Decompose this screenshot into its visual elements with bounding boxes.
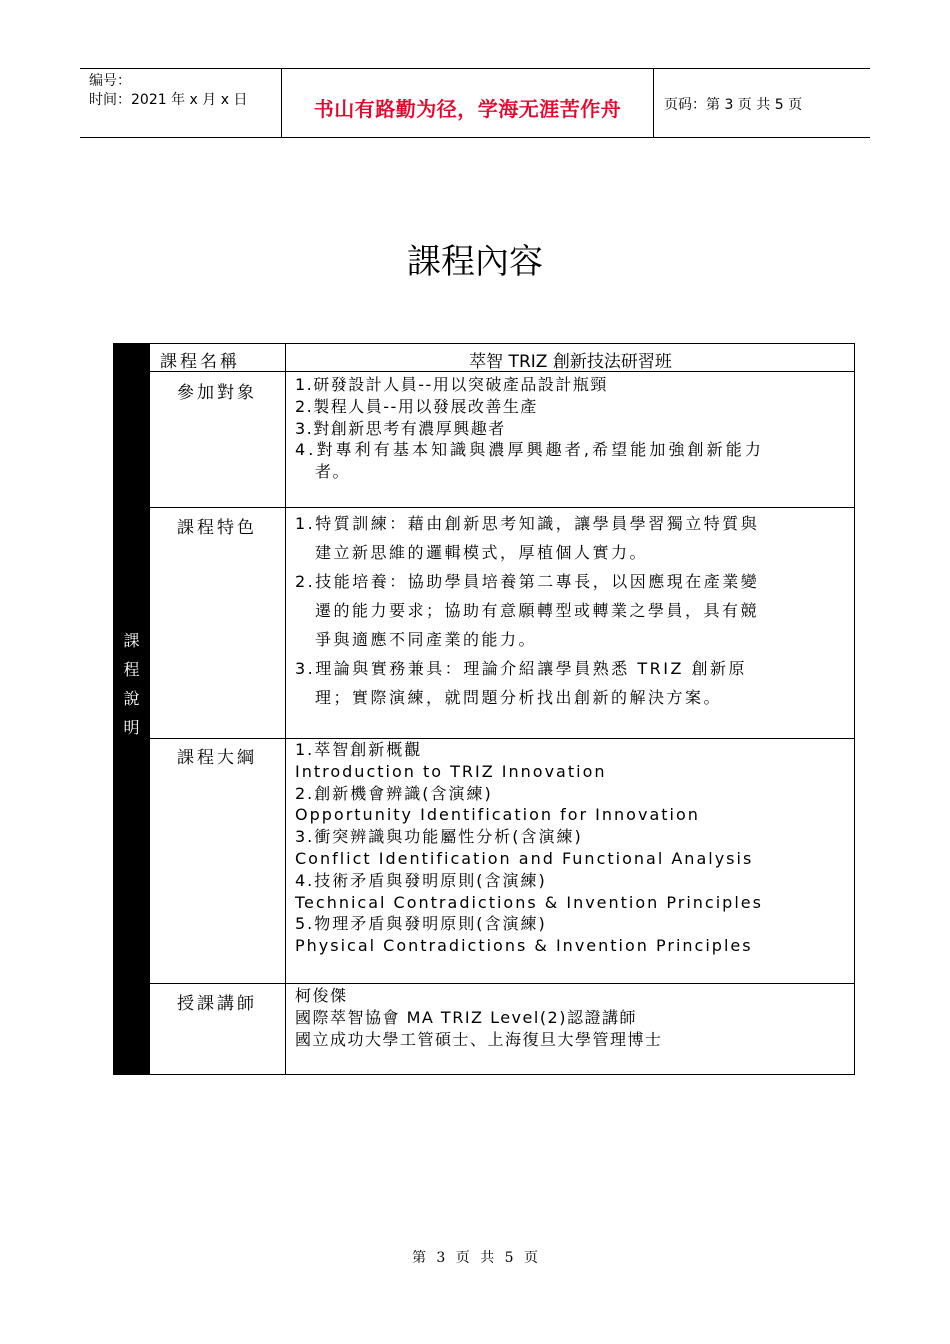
table-border xyxy=(150,343,855,344)
list-item: 4.對專利有基本知識與濃厚興趣者,希望能加強創新能力 xyxy=(295,440,764,460)
list-item: Conflict Identification and Functional Analysis xyxy=(295,848,754,868)
code-label: 编号： xyxy=(89,73,131,89)
table-border xyxy=(150,983,855,984)
page-header xyxy=(80,68,870,138)
list-item: 3.對創新思考有濃厚興趣者 xyxy=(295,418,506,438)
list-item: 國際萃智協會 MA TRIZ Level(2)認證講師 xyxy=(295,1007,637,1027)
course-name: 萃智 TRIZ 創新技法研習班 xyxy=(469,352,672,372)
list-item: 3.理論與實務兼具：理論介紹讓學員熟悉 TRIZ 創新原 xyxy=(295,659,748,678)
date-label: 时间：2021 年 x 月 x 日 xyxy=(89,92,248,108)
side-char: 課 xyxy=(123,631,140,650)
list-item: 遷的能力要求；協助有意願轉型或轉業之學員，具有競 xyxy=(315,601,760,620)
side-char: 程 xyxy=(123,660,140,679)
table-border xyxy=(150,507,855,508)
page-title: 課程內容 xyxy=(407,242,543,282)
list-item: 者。 xyxy=(315,462,351,482)
list-item: 柯俊傑 xyxy=(295,986,348,1005)
table-border xyxy=(854,343,855,1075)
list-item: Physical Contradictions & Invention Principles xyxy=(295,936,753,956)
side-label xyxy=(113,626,150,742)
features-list xyxy=(295,509,759,712)
participants-list xyxy=(295,374,764,483)
header-motto-cell xyxy=(282,69,654,137)
outline-list xyxy=(295,739,763,957)
side-char: 明 xyxy=(123,718,140,737)
list-item: 3.衝突辨識與功能屬性分析(含演練) xyxy=(295,827,583,847)
list-item: 國立成功大學工管碩士、上海復旦大學管理博士 xyxy=(295,1029,663,1049)
course-table xyxy=(113,343,855,1075)
list-item: 1.特質訓練：藉由創新思考知識，讓學員學習獨立特質與 xyxy=(295,514,760,533)
list-item: 2.技能培養：協助學員培養第二專長，以因應現在產業變 xyxy=(295,572,760,591)
features-label: 課程特色 xyxy=(177,518,257,538)
side-char: 說 xyxy=(123,689,140,708)
list-item: 理；實際演練，就問題分析找出創新的解決方案。 xyxy=(315,688,723,707)
list-item: Technical Contradictions & Invention Principles xyxy=(295,892,763,912)
page-footer: 第 3 页 共 5 页 xyxy=(411,1250,539,1266)
list-item: 爭與適應不同產業的能力。 xyxy=(315,630,538,649)
list-item: 2.創新機會辨識(含演練) xyxy=(295,783,493,803)
instructor-label: 授課講師 xyxy=(177,994,257,1014)
list-item: Introduction to TRIZ Innovation xyxy=(295,761,607,781)
motto: 书山有路勤为径，学海无涯苦作舟 xyxy=(313,97,622,121)
outline-label: 課程大綱 xyxy=(177,748,257,768)
header-page-cell xyxy=(654,69,870,137)
list-item: Opportunity Identification for Innovation xyxy=(295,805,700,825)
list-item: 建立新思維的邏輯模式，厚植個人實力。 xyxy=(315,543,649,562)
course-name-label: 課程名稱 xyxy=(160,352,240,372)
list-item: 2.製程人員--用以發展改善生產 xyxy=(295,396,538,416)
instructor-info xyxy=(295,985,663,1050)
list-item: 1.萃智創新概觀 xyxy=(295,740,423,759)
list-item: 4.技術矛盾與發明原則(含演練) xyxy=(295,870,547,890)
table-border xyxy=(285,343,286,1075)
side-column xyxy=(113,343,150,1074)
page-number: 页码：第 3 页 共 5 页 xyxy=(664,97,803,113)
participants-label: 參加對象 xyxy=(177,383,257,403)
list-item: 1.研發設計人員--用以突破產品設計瓶頸 xyxy=(295,375,608,394)
list-item: 5.物理矛盾與發明原則(含演練) xyxy=(295,914,547,934)
header-meta-cell xyxy=(80,69,282,137)
table-border xyxy=(113,1074,855,1075)
